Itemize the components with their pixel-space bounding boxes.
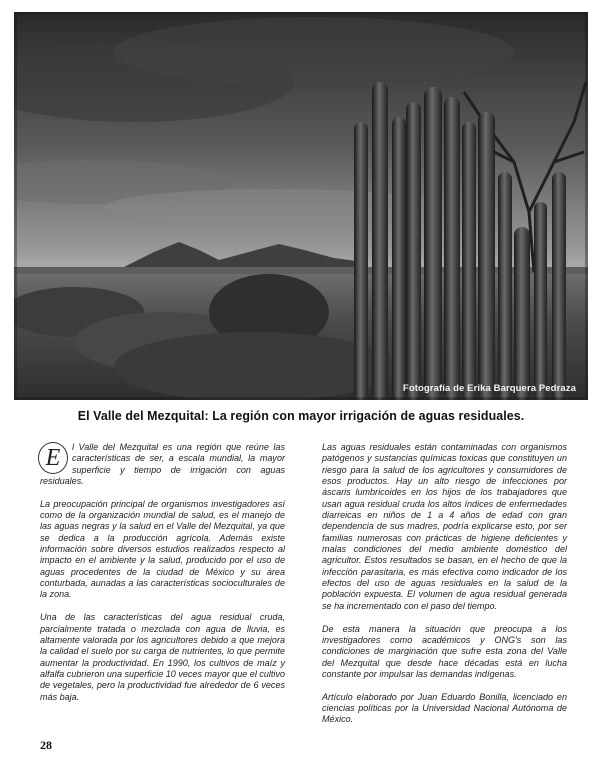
author-note: Artículo elaborado por Juan Eduardo Bonilla, licenciado en ciencias políticas por la Universidad Nacional Autónoma de México. (322, 691, 567, 725)
drop-cap: E (38, 442, 68, 474)
right-column (322, 442, 567, 737)
paragraph: De esta manera la situación que preocupa a los investigadores como académicos y ONG's son las condiciones de marginación que sufre esta zona del Valle del Mezquital que desde hace décadas está en lucha constante por impulsar las demandas indígenas. (322, 623, 567, 679)
article-headline: El Valle del Mezquital: La región con mayor irrigación de aguas residuales. (77, 408, 525, 423)
page-number: 28 (40, 738, 52, 752)
cactus-landscape-image (14, 12, 588, 400)
paragraph: La preocupación principal de organismos investigadores así como de la organización mundial de salud, es el manejo de las aguas negras y la salud en el Valle del Mezquital, ya que se dedica a la producción agrícola. Además existe información sobre diversos estudios realizados respecto al impacto en el ambiente y la salud, producido por el uso de aguas procedentes de la ciudad de México y su área conturbada, aunadas a las características socioculturales de la zona. (40, 498, 285, 600)
paragraph-text: l Valle del Mezquital es una región que reúne las características de ser, a escala mundial, la mayor superficie y tiempo de irrigación con aguas residuales. (40, 442, 285, 487)
paragraph (40, 442, 285, 487)
landscape-photo (14, 12, 588, 400)
left-column (40, 442, 285, 714)
paragraph: Las aguas residuales están contaminadas con organismos patógenos y sustancias químicas toxicas que constituyen un riesgo para la salud de los agricultores y consumidores de esos productos. Hay un alto riesgo de infecciones por áscaris lumbricoides en los hijos de los trabajadores que usan agua residual cruda los altos índices de enfermedades diarreicas en niños de 1 a 4 años de edad con gran dependencia de sus madres, podría explicarse esto, por ser familias numerosas con prácticas de higiene deficientes y malas condiciones del medio ambiente doméstico del agricultor. Estos resultados se basan, en el hecho de que la infección parasitaria, es más efectiva como indicador de los efectos del uso de aguas residuales en la salud de la población expuesta. El volumen de agua residual generada se ha incrementado con el paso del tiempo. (322, 442, 567, 611)
paragraph: Una de las características del agua residual cruda, parcialmente tratada o mezclada con agua de lluvia, es altamente valorada por los agricultores debido a que mejora la calidad el suelo por su carga de nutrientes, lo que permite aumentar la productividad. En 1990, los cultivos de maíz y alfalfa cubrieron una superficie 10 veces mayor que el cultivo de vegetales, pero la productividad fue alrededor de 6 veces más baja. (40, 612, 285, 702)
photo-credit: Fotografía de Erika Barquera Pedraza (402, 383, 576, 394)
